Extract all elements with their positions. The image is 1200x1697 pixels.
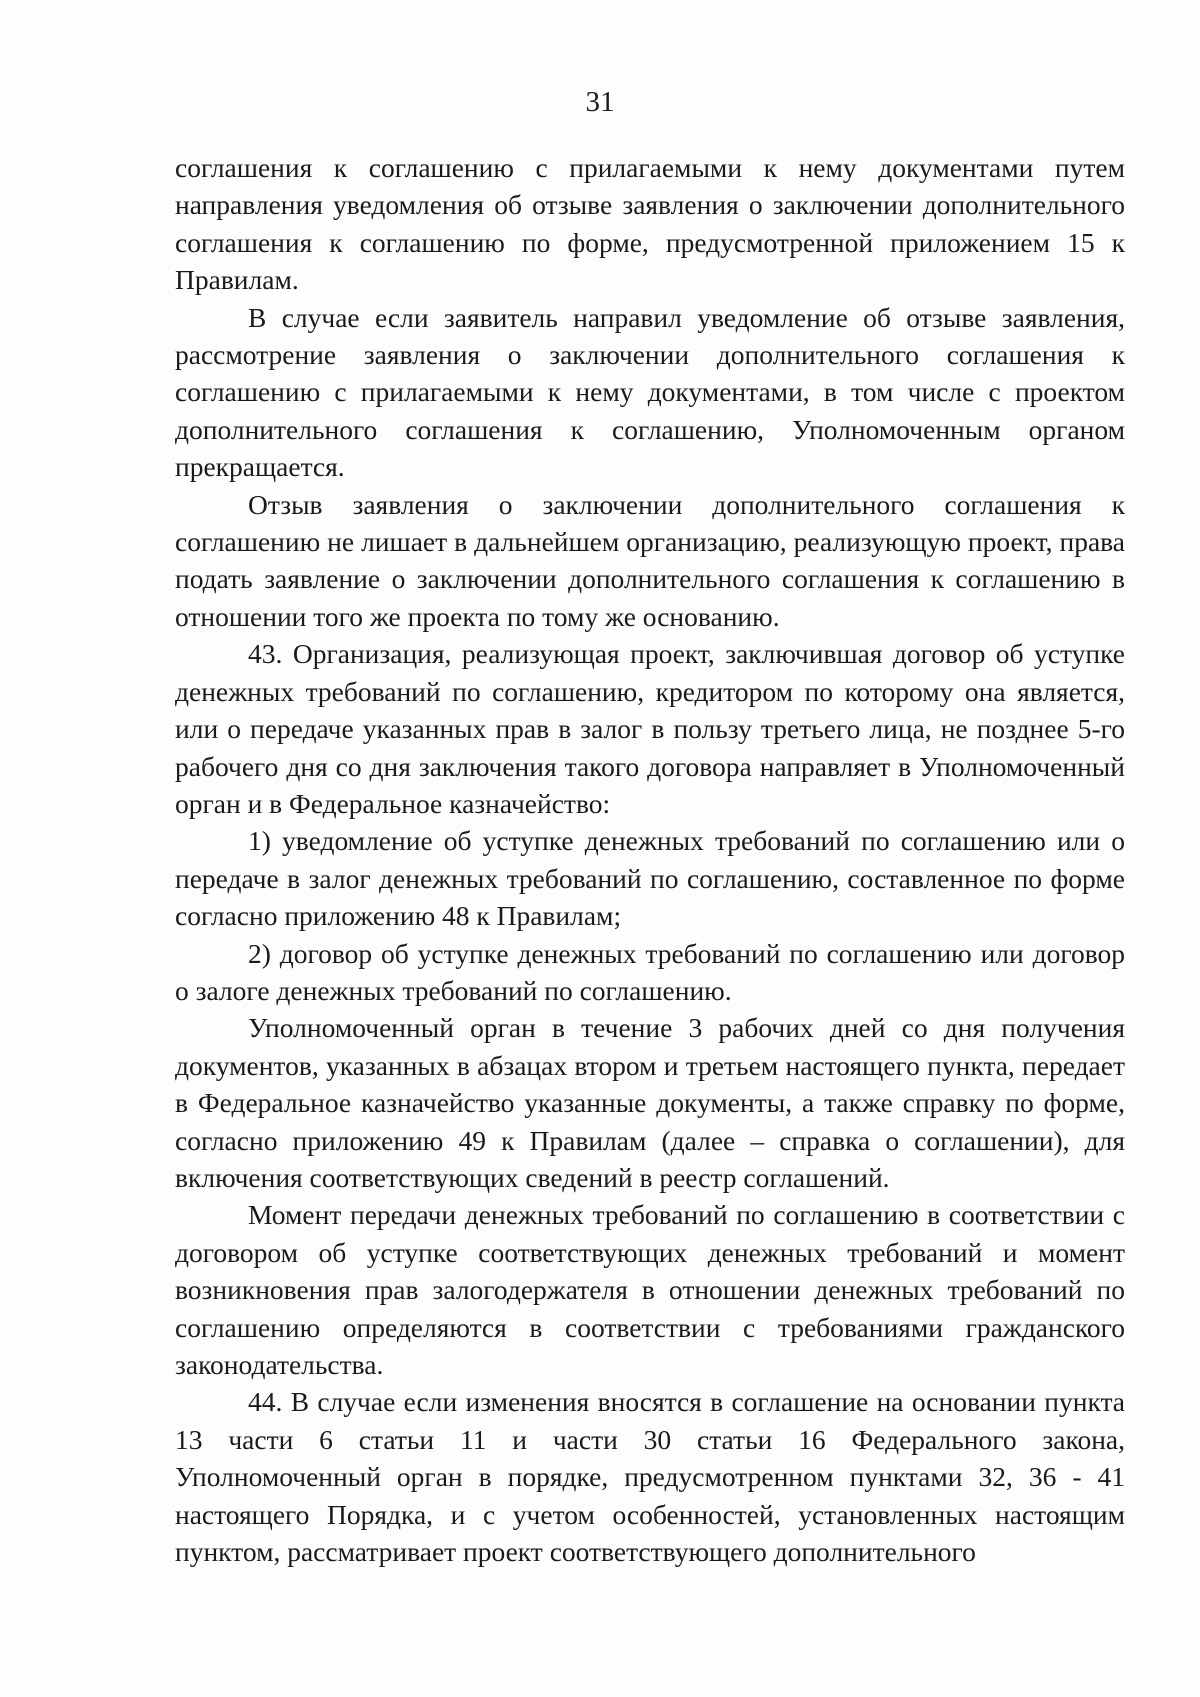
paragraph-subitem-1: 1) уведомление об уступке денежных требований по соглашению или о передаче в залог денежных требований по соглашению, составленное по форме согласно приложению 48 к Правилам; <box>175 825 1125 932</box>
paragraph-continuation: соглашения к соглашению с прилагаемыми к нему документами путем направления уведомления об отзыве заявления о заключении дополнительного соглашения к соглашению по форме, предусмотренной приложением 15 к Правилам. <box>175 152 1125 296</box>
paragraph-transfer-moment: Момент передачи денежных требований по соглашению в соответствии с договором об уступке соответствующих денежных требований и момент возникновения прав залогодержателя в отношении денежных требований по соглашению определяются в соответствии с требованиями гражданского законодательства. <box>175 1199 1125 1380</box>
paragraph-item-44: 44. В случае если изменения вносятся в соглашение на основании пункта 13 части 6 статьи 11 и части 30 статьи 16 Федерального закона, Уполномоченный орган в порядке, предусмотренном пунктами 32, 36 - 41 настоящего Порядка, и с учетом особенностей, установленных настоящим пунктом, рассматривает проект соответствующего дополнительного <box>175 1386 1125 1568</box>
paragraph-withdrawal-effect: Отзыв заявления о заключении дополнительного соглашения к соглашению не лишает в дальнейшем организацию, реализующую проект, права подать заявление о заключении дополнительного соглашения к соглашению в отношении того же проекта по тому же основанию. <box>175 488 1125 632</box>
paragraph-authorized-body: Уполномоченный орган в течение 3 рабочих дней со дня получения документов, указанных в абзацах втором и третьем настоящего пункта, передает в Федеральное казначейство указанные документы, а также справку по форме, согласно приложению 49 к Правилам (далее – справка о соглашении), для включения соответствующих сведений в реестр соглашений. <box>175 1012 1125 1193</box>
paragraph-withdrawal-notice: В случае если заявитель направил уведомление об отзыве заявления, рассмотрение заявления о заключении дополнительного соглашения к соглашению с прилагаемыми к нему документами, в том числе с проектом дополнительного соглашения к соглашению, Уполномоченным органом прекращается. <box>175 301 1125 483</box>
page-number: 31 <box>585 86 615 118</box>
paragraph-subitem-2: 2) договор об уступке денежных требований по соглашению или договор о залоге денежных требований по соглашению. <box>175 937 1125 1006</box>
document-body <box>175 149 1125 1570</box>
paragraph-item-43: 43. Организация, реализующая проект, заключившая договор об уступке денежных требований по соглашению, кредитором по которому она является, или о передаче указанных прав в залог в пользу третьего лица, не позднее 5-го рабочего дня со дня заключения такого договора направляет в Уполномоченный орган и в Федеральное казначейство: <box>175 638 1125 819</box>
